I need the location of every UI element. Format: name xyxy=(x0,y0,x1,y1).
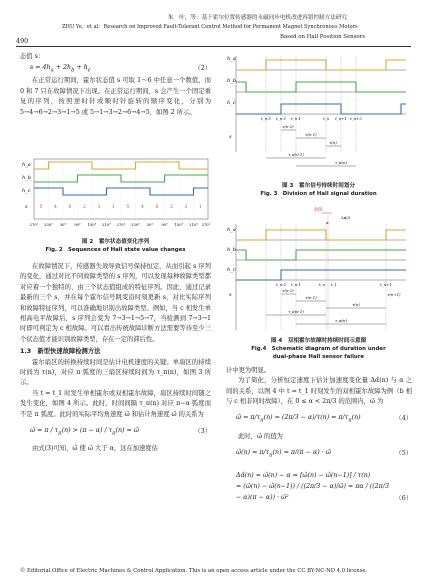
fig2-state-value: 3 xyxy=(97,205,101,210)
fig4-fault-label: 故障 xyxy=(314,208,323,213)
fig3-label-ha: h_a xyxy=(227,56,236,62)
fig4-caption-en-1: Fig.4 Schematic diagram of duration under xyxy=(251,346,386,352)
license-footer: © Editorial Office of Electric Machines & Control Application. This is an open access article under the CC BY-NC-ND 4.0 license. xyxy=(20,568,368,574)
equation-6-number: （6） xyxy=(395,495,412,503)
fig3-time-label: t_n-2 xyxy=(276,116,286,121)
fig2-axis-tick: 30° xyxy=(59,223,67,227)
fig2-state-value: 5 xyxy=(126,205,130,210)
fig3-duration-plot xyxy=(226,52,411,180)
fig2-axis-tick: 330° xyxy=(131,223,140,227)
equation-2-number: （2） xyxy=(194,65,211,73)
fig2-state-value: 2 xyxy=(83,205,86,210)
fig3-tau-label: τ(n) xyxy=(329,140,337,145)
fig4-label-hc: h_c xyxy=(227,267,236,273)
paragraph-continued: 计中更为明显。 xyxy=(226,367,271,374)
fig2-axis-tick: 270° xyxy=(116,223,126,227)
fig4-caption-en-2: dual-phase Hall sensor failure xyxy=(272,354,365,360)
fig2-label-ha: h_a xyxy=(22,162,31,168)
fig3-tau-label: τ_π(n-1) xyxy=(288,152,304,157)
fig2-label-hb: h_b xyxy=(22,175,31,181)
fig2-state-value: 5 xyxy=(39,205,43,210)
running-head-en: ZHU Ye，et al：Research on Improved Fault-Tolerant Control Method for Permanent Magnet Synchronous Motors xyxy=(62,24,358,30)
fig2-axis-tick: 270° xyxy=(29,223,39,227)
fig4-tau-label: τ(n) xyxy=(352,302,360,307)
paragraph-estimated-speed: 此时，ω̂ 的值为 xyxy=(238,432,283,440)
fig3-time-label: t_n+2 xyxy=(350,116,362,121)
fig2-axis-tick: 30° xyxy=(146,223,154,227)
fig4-tau-label: τ(n+1) xyxy=(387,292,401,297)
figure-4 xyxy=(226,202,411,334)
fig2-waveform-plot xyxy=(20,157,211,237)
fig2-axis-tick: 150° xyxy=(174,223,184,227)
equation-6-body: Δα̂(n) = ω̂(n) − α = [ω̂(n) − ω̂(n−1)] / τ(n) = (ω̂(n) − ω̂(n−1)) / ((2π/3 − α)/ω̄) = πα / ((2π/3 − α)(π − α)) · ω̄² xyxy=(236,472,389,502)
fig4-time-label: t_n-1 xyxy=(291,282,301,287)
fig2-axis-tick: 330° xyxy=(44,223,53,227)
fig4-time-label: t_1 xyxy=(331,282,337,287)
fig2-state-values xyxy=(40,204,203,210)
fig2-state-value: 3 xyxy=(184,205,188,210)
equation-6 xyxy=(226,466,412,512)
fig3-signal-hc xyxy=(236,104,406,114)
fig4-time-labels xyxy=(276,282,392,287)
figure-2 xyxy=(20,157,211,237)
fig4-signal-hb xyxy=(236,250,406,260)
figure-3 xyxy=(226,52,411,180)
fig4-label-hb: h_b xyxy=(227,247,236,253)
fig4-alpha-label: α xyxy=(326,220,329,225)
fig2-state-value: 4 xyxy=(54,205,57,210)
fig4-signal-hc xyxy=(236,270,406,280)
equation-4-body: ω̄ = $\pi/\tau_\pi(n) = (2\pi/3 - \alpha)/\tau(n) = \pi/\tau_\pi(n)$ xyxy=(236,414,361,424)
intro-text: 态值 s： xyxy=(20,53,45,60)
fig2-axis-ticks xyxy=(30,223,211,227)
paragraph-fault-diagnosis: 在故障情况下，传感器失效导致信号保持恒定，从而引起 s 序列的变化，通过对比不同故障类型的 s 序列，可以发现每种故障类型都对应着一个独特的、由三个状态值组成的特征序列。因此，通过记录最新的三个 s，并在每个霍尔信号跳变沿时刻更新 s，对比实际序列和故障特征序列，可以准确地识别出故障类型。例如，当 c 相发生单相高电平故障后，s 序列会变为 7→3→1→5→7，当检测到 7→3→1 时即可判定为 c 相故障。可以看出传统故障诊断方法需要等待至少三个状态值才能识别故障类型，存在一定的滞后性。 xyxy=(20,263,211,343)
fig4-time-label: t_n+1 xyxy=(380,282,392,287)
equation-3-number: （3） xyxy=(194,427,211,435)
equation-2-body: $s = 4h_a + 2h_b + h_c$ xyxy=(30,64,91,74)
paragraph-sector-duration: 霍尔扇区的转换持续时间是估计电机速度的关键。单扇区的持续时间为 τ(n)，对应 π 弧度的三扇区持续时间为 τ_π(n)，如图 3 所示。 xyxy=(20,358,211,387)
fig3-time-label: t_n+1 xyxy=(335,116,347,121)
fig2-caption-en: Fig. 2 Sequences of Hall state value changes xyxy=(45,247,186,253)
page-number: 490 xyxy=(16,37,29,45)
equation-5 xyxy=(226,442,412,466)
fig2-axis-tick: 90° xyxy=(74,223,81,227)
fig4-label-s: s xyxy=(229,292,232,298)
header-rule xyxy=(16,46,411,47)
fig2-axis-tick: 270° xyxy=(201,223,211,227)
paragraph-equation-3-note: 由式(3)可知，ω̂ 使 ω̄ 大于 α，这在加速度估 xyxy=(32,445,158,453)
fig3-caption-en: Fig. 3 Division of Hall signal duration xyxy=(260,191,377,197)
fig3-caption-cn: 图 3 霍尔信号持续时间划分 xyxy=(282,183,355,189)
fig2-caption-cn: 图 2 霍尔状态值变化序列 xyxy=(81,239,150,245)
fig2-axis-tick: 210° xyxy=(102,223,111,227)
fig3-tau-label: τ(n-2) xyxy=(282,124,294,129)
fig4-time-label: t_n xyxy=(319,282,325,287)
fig4-dashed-markers xyxy=(266,214,386,330)
running-head-subtitle: Based on Hall Position Sensors xyxy=(280,34,365,40)
fig2-label-s: s xyxy=(25,204,28,210)
fig4-tau-labels xyxy=(282,288,401,323)
fig3-tau-label: τ_π(n) xyxy=(335,160,347,165)
left-column-top xyxy=(20,52,211,118)
fig2-label-hc: h_c xyxy=(22,188,31,194)
fig4-fault-duration-plot xyxy=(226,202,411,334)
equation-5-body: ω̂(n) = $\pi/\tau_\pi(n) = \pi/(\pi - \alpha)$ · ω̄ xyxy=(236,448,331,458)
running-head-cn: 朱 叶，等：基于霍尔位置传感器的永磁同步电机改进容错控制方法研究 xyxy=(168,15,348,21)
equation-3-body: ω̂ = $\pi / \tau_\pi(n) > (\pi - \alpha) / \tau_\pi(n)$ = ω̄ xyxy=(30,426,139,437)
fig2-state-value: 4 xyxy=(141,205,144,210)
fig4-time-label: t_n-2 xyxy=(276,282,286,287)
fig4-angle-label: 2π/3 xyxy=(341,215,351,220)
fig3-label-hc: h_c xyxy=(227,100,236,106)
equation-5-number: （5） xyxy=(395,449,412,457)
fig2-gridlines xyxy=(49,159,194,219)
fig4-label-ha: h_a xyxy=(227,227,236,233)
fig3-signal-hb xyxy=(236,82,406,92)
fig3-time-label: t_n xyxy=(323,116,329,121)
fig4-caption-cn: 图 4 双相霍尔故障时持续时间示意图 xyxy=(270,338,367,344)
fig2-state-value: 1 xyxy=(199,205,202,210)
fig2-signal-hb xyxy=(34,175,208,182)
right-column-text xyxy=(226,366,412,512)
fig2-axis-tick: 90° xyxy=(161,223,168,227)
fig3-time-labels xyxy=(261,116,362,121)
fig3-tau-label: τ(n-1) xyxy=(305,132,317,137)
paragraph-constant-speed: 为了简化，分析恒定速度下估计加速度变化量 Δα̂(n) 与 α 之间的关系，以图 4 中 t = t_1 时刻发生的双相霍尔故障为例（b 相与 c 相非同时故障），在 0 ≤ α < 2π/3 的范围内，ω̄ 为 xyxy=(226,377,412,406)
equation-4-number: （4） xyxy=(395,415,412,423)
fig4-tau-label: τ(n-2) xyxy=(282,288,294,293)
fig2-state-value: 6 xyxy=(68,205,72,210)
fig3-signal-ha xyxy=(236,60,406,70)
fig3-label-s: s xyxy=(229,134,232,140)
equation-3 xyxy=(20,420,211,444)
fig2-state-value: 6 xyxy=(155,205,159,210)
fig4-tau-label: τ_π(n) xyxy=(335,318,347,323)
fig2-state-value: 2 xyxy=(170,205,173,210)
left-column-bottom xyxy=(20,262,211,455)
fig4-tau-label: τ_π(n-1) xyxy=(288,309,304,314)
fig3-time-label: t_n-3 xyxy=(261,116,271,121)
fig2-axis-tick: 150° xyxy=(87,223,97,227)
equation-4 xyxy=(226,408,412,432)
fig3-label-hb: h_b xyxy=(227,78,236,84)
section-heading-1-3: 1.3 新型快速故障检测方法 xyxy=(20,348,101,356)
equation-2 xyxy=(20,62,211,76)
fig2-axis-tick: 210° xyxy=(189,223,198,227)
fig3-time-label: t_n-1 xyxy=(291,116,301,121)
fig4-signal-ha xyxy=(236,230,406,240)
fig4-tau-label: τ(n-1) xyxy=(305,295,317,300)
paragraph-fault-onset: 当 t = t_1 时发生单相霍尔或双相霍尔故障，扇区持续时间随之发生变化，如图 4 所示。此时，时间间隔 τ_π(n) 对应 π−α 弧度而不是 π 弧度。此时的实际平均角速度 ω̄ 和估计角速度 ω̂ 的关系为 xyxy=(20,389,211,418)
fig2-state-value: 1 xyxy=(112,205,115,210)
paragraph-normal-operation: 在正常运行期间，霍尔状态值 s 可取 1～6 中任意一个数值，而 0 和 7 只在故障情况下出现。在正常运行期间，s 会产生一个固定重复的序列，按照逆时针或顺时针旋转的顺序变化，分别为 5→4→6→2→3→1→5 或 5→1→3→2→6→4→5，如图 2 所示。 xyxy=(20,77,211,116)
